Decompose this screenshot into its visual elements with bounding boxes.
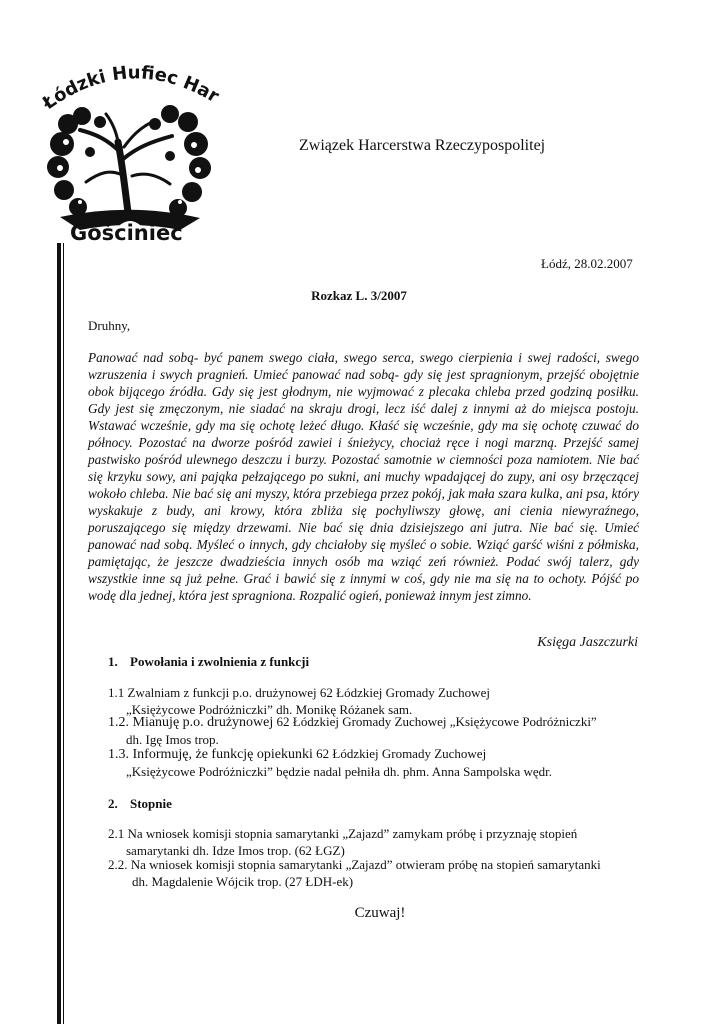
section-heading <box>108 796 172 812</box>
list-item <box>108 825 577 859</box>
item-line: 1.1 Zwalniam z funkcji p.o. drużynowej 62 Łódzkiej Gromady Zuchowej <box>108 685 490 700</box>
section-heading <box>108 654 309 670</box>
hufiec-logo <box>20 52 230 247</box>
item-line: „Księżycowe Podróżniczki” będzie nadal pełniła dh. phm. Anna Sampolska wędr. <box>126 764 552 779</box>
tree-emblem-icon <box>20 52 230 247</box>
item-line: 2.2. Na wniosek komisji stopnia samarytanki „Zajazd” otwieram próbę na stopień samarytanki <box>108 857 601 872</box>
svg-text:Łódzki Hufiec Harcerek <box>20 52 223 115</box>
list-item <box>108 856 601 890</box>
logo-bottom-text: Gościniec <box>70 221 183 245</box>
order-title: Rozkaz L. 3/2007 <box>311 288 407 303</box>
item-line: 2.1 Na wniosek komisji stopnia samarytanki „Zajazd” zamykam próbę i przyznaję stopień <box>108 826 578 841</box>
item-line: samarytanki dh. Idze Imos trop. (62 ŁGZ) <box>126 843 345 858</box>
document-date: Łódź, 28.02.2007 <box>541 256 633 271</box>
section-title: Powołania i zwolnienia z funkcji <box>130 654 310 669</box>
section-number: 1. <box>108 654 118 669</box>
item-line: 1.2. Mianuję p.o. drużynowej 62 Łódzkiej Gromady Zuchowej „Księżycowe Podróżniczki” <box>108 714 597 730</box>
list-item <box>108 745 552 780</box>
logo-top-text: Łódzki Hufiec Har <box>39 62 223 114</box>
section-title: Stopnie <box>130 796 172 811</box>
quote-text: Panować nad sobą- być panem swego ciała, swego serca, swego cierpienia i swej radości, swego wzruszenia i swych pragnień. Umieć panować nad sobą- gdy się jest spragnionym, przejść obojętnie obok bijącego źródła. Gdy się jest głodnym, nie wyjmować z plecaka chleba przed godziną posiłku. Gdy jest się zmęczonym, nie siadać na skraju drogi, lecz iść dalej z innymi aż do miejsca postoju. Wstawać wcześnie, gdy ma się ochotę leżeć długo. Kłaść się wcześnie, gdy ma się ochotę czuwać do północy. Pozostać na dworze pośród zawiei i śnieżycy, chociaż ręce i nogi marzną. Przejść samej pastwisko pośród ulewnego deszczu i burzy. Pozostać samotnie w ciemności poza namiotem. Nie bać się krzyku sowy, ani pająka pełzającego po sukni, ani muchy wpadającej do zupy, ani osy brzęczącej wokoło chleba. Nie bać się ani myszy, która przebiega przez pokój, jak mała szara kulka, ani psa, który wyskakuje z budy, ani krowy, która zbliża się pochyliwszy głowę, ani cienia niewyraźnego, poruszającego się między drzewami. Nie bać się dnia dzisiejszego ani jutra. Nie bać się. Umieć panować nad sobą. Myśleć o innych, gdy chciałoby się myśleć o sobie. Wziąć garść wiśni z półmiska, pamiętając, że jeszcze dwadzieścia innych osób ma wziąć zeń również. Podać swój talerz, gdy wszystkie inne są już pełne. Grać i bawić się z innymi w coś, gdy nie ma się na to ochoty. Pójść po wodę dla jednej, która jest spragniona. Rozpalić ogień, ponieważ innym jest zimno. <box>88 350 639 603</box>
item-line: „Księżycowe Podróżniczki” dh. Monikę Różanek sam. <box>126 702 413 717</box>
organization-name: Związek Harcerstwa Rzeczypospolitej <box>299 137 546 154</box>
item-line: 1.3. Informuję, że funkcję opiekunki 62 Łódzkiej Gromady Zuchowej <box>108 746 487 762</box>
section-number: 2. <box>108 796 118 811</box>
item-line: dh. Magdalenie Wójcik trop. (27 ŁDH-ek) <box>132 874 354 889</box>
quote-source: Księga Jaszczurki <box>537 635 638 650</box>
item-line: dh. Igę Imos trop. <box>126 732 219 747</box>
closing-greeting: Czuwaj! <box>354 905 406 921</box>
list-item <box>108 713 597 748</box>
salutation: Druhny, <box>88 318 131 333</box>
quote-block <box>88 349 639 604</box>
